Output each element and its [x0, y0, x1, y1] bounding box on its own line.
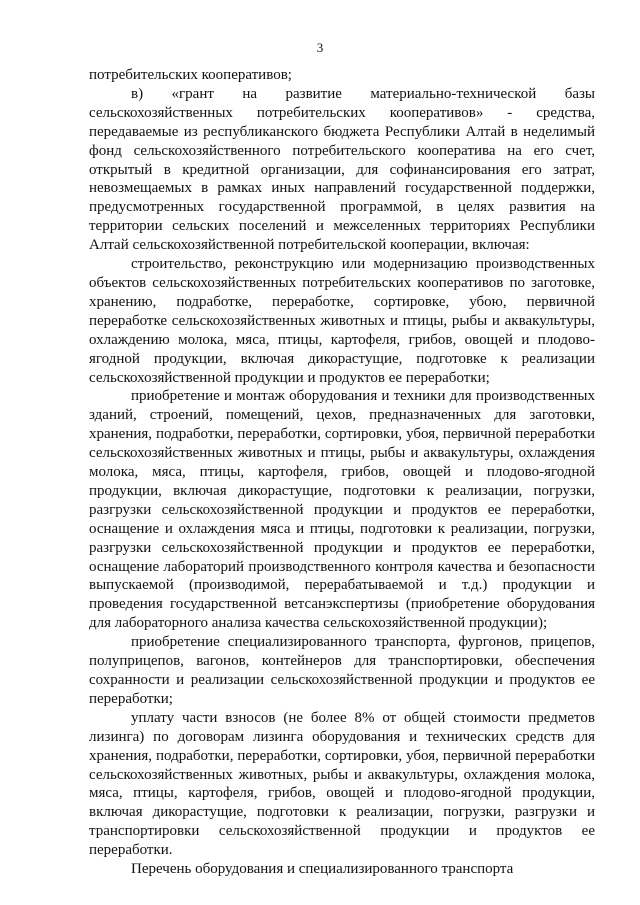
body-text	[89, 66, 595, 879]
paragraph-equipment: приобретение и монтаж оборудования и техники для производственных зданий, строений, помещений, цехов, предназначенных для заготовки, хранения, подработки, переработки, сортировки, убоя, первичной переработки сельскохозяйственных животных и птицы, рыбы и аквакультуры, охлаждения молока, мяса, птицы, картофеля, грибов, овощей и плодово-ягодной продукции, включая дикорастущие, подготовки к реализации, погрузки, разгрузки сельскохозяйственной продукции и продуктов ее переработки, оснащение и охлаждения мяса и птицы, подготовки к реализации, погрузки, разгрузки сельскохозяйственной продукции и продуктов ее переработки, оснащение лабораторий производственного контроля качества и безопасности выпускаемой (производимой, перерабатываемой и т.д.) продукции и проведения государственной ветсанэкспертизы (приобретение оборудования для лабораторного анализа качества сельскохозяйственной продукции);	[89, 388, 595, 632]
paragraph-list-start: Перечень оборудования и специализированного транспорта	[131, 861, 514, 878]
paragraph-continuation: потребительских кооперативов;	[89, 67, 292, 83]
paragraph-construction: строительство, реконструкцию или модернизацию производственных объектов сельскохозяйственных потребительских кооперативов по заготовке, хранению, подработке, переработке, сортировке, убою, первичной переработке сельскохозяйственных животных и птицы, рыбы и аквакультуры, охлаждению молока, мяса, птицы, картофеля, грибов, овощей и плодово-ягодной продукции, включая дикорастущие, подготовке к реализации сельскохозяйственной продукции и продуктов ее переработки;	[89, 256, 595, 386]
page-number: 3	[316, 40, 324, 55]
paragraph-transport: приобретение специализированного транспорта, фургонов, прицепов, полуприцепов, вагонов, контейнеров для транспортировки, обеспечения сохранности и реализации сельскохозяйственной продукции и продуктов ее переработки;	[89, 634, 595, 707]
paragraph-item-v: в) «грант на развитие материально-технической базы сельскохозяйственных потребительских кооперативов» - средства, передаваемые из республиканского бюджета Республики Алтай в неделимый фонд сельскохозяйственного потребительского кооператива на его счет, открытый в кредитной организации, для софинансирования его затрат, невозмещаемых в рамках иных направлений государственной поддержки, предусмотренных государственной программой, в целях развития на территории сельских поселений и межселенных территориях Республики Алтай сельскохозяйственной потребительской кооперации, включая:	[89, 85, 595, 254]
paragraph-leasing: уплату части взносов (не более 8% от общей стоимости предметов лизинга) по договорам лизинга оборудования и технических средств для хранения, подработки, переработки, сортировки, убоя, первичной переработки сельскохозяйственных животных, рыбы и аквакультуры, охлаждения молока, мяса, птицы, картофеля, грибов, овощей и плодово-ягодной продукции, включая дикорастущие, подготовки к реализации, погрузки, разгрузки и транспортировки сельскохозяйственной продукции и продуктов ее переработки.	[89, 709, 595, 859]
